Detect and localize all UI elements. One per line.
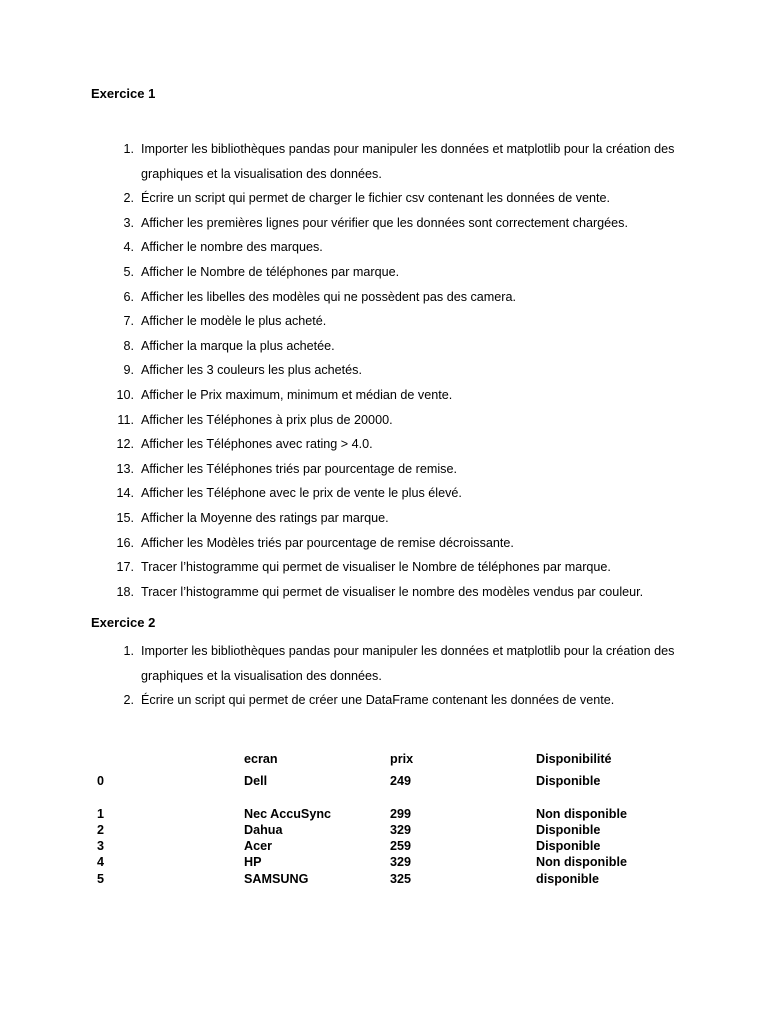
header-prix: prix xyxy=(390,752,414,766)
list-item: 12. Afficher les Téléphones avec rating > 4.0. xyxy=(116,437,373,452)
exercise-1-list xyxy=(0,137,681,604)
table-row: 0 Dell 249 Disponible xyxy=(97,774,601,788)
list-item: 8. Afficher la marque la plus achetée. xyxy=(123,338,335,353)
table-row: 5 SAMSUNG 325 disponible xyxy=(97,872,599,886)
list-item: 2. Écrire un script qui permet de créer une DataFrame contenant les données de vente. xyxy=(123,693,615,708)
list-item: 17. Tracer l’histogramme qui permet de visualiser le Nombre de téléphones par marque. xyxy=(116,560,611,575)
table-header-row xyxy=(0,752,768,768)
list-item: 9. Afficher les 3 couleurs les plus achetés. xyxy=(123,363,362,378)
exercise-2-title: Exercice 2 xyxy=(91,615,156,630)
list-item: 13. Afficher les Téléphones triés par pourcentage de remise. xyxy=(116,461,457,476)
list-item: 2. Écrire un script qui permet de charger le fichier csv contenant les données de vente. xyxy=(123,191,611,206)
table-row: 1 Nec AccuSync 299 Non disponible xyxy=(97,807,627,821)
list-item: 1. Importer les bibliothèques pandas pour manipuler les données et matplotlib pour la création des graphiques et la visualisation des données. xyxy=(123,644,675,683)
list-item: 5. Afficher le Nombre de téléphones par marque. xyxy=(123,264,400,279)
table-row: 3 Acer 259 Disponible xyxy=(97,839,601,853)
table-row: 4 HP 329 Non disponible xyxy=(97,855,627,869)
list-item: 11. Afficher les Téléphones à prix plus de 20000. xyxy=(117,412,393,427)
list-item: 10. Afficher le Prix maximum, minimum et médian de vente. xyxy=(116,387,453,402)
exercise-2-list xyxy=(0,639,681,713)
list-item: 16. Afficher les Modèles triés par pourcentage de remise décroissante. xyxy=(116,535,514,550)
header-disponibilite: Disponibilité xyxy=(536,752,612,766)
header-ecran: ecran xyxy=(244,752,278,766)
list-item: 7. Afficher le modèle le plus acheté. xyxy=(123,314,327,329)
list-item: 1. Importer les bibliothèques pandas pour manipuler les données et matplotlib pour la création des graphiques et la visualisation des données. xyxy=(123,142,675,181)
table-row: 2 Dahua 329 Disponible xyxy=(97,823,601,837)
list-item: 14. Afficher les Téléphone avec le prix de vente le plus élevé. xyxy=(116,486,462,501)
list-item: 4. Afficher le nombre des marques. xyxy=(123,240,323,255)
list-item: 18. Tracer l’histogramme qui permet de visualiser le nombre des modèles vendus par couleur. xyxy=(116,584,644,599)
list-item: 3. Afficher les premières lignes pour vérifier que les données sont correctement chargées. xyxy=(123,215,628,230)
exercise-1-title: Exercice 1 xyxy=(91,86,156,101)
list-item: 15. Afficher la Moyenne des ratings par marque. xyxy=(116,510,389,525)
list-item: 6. Afficher les libelles des modèles qui ne possèdent pas des camera. xyxy=(123,289,516,304)
